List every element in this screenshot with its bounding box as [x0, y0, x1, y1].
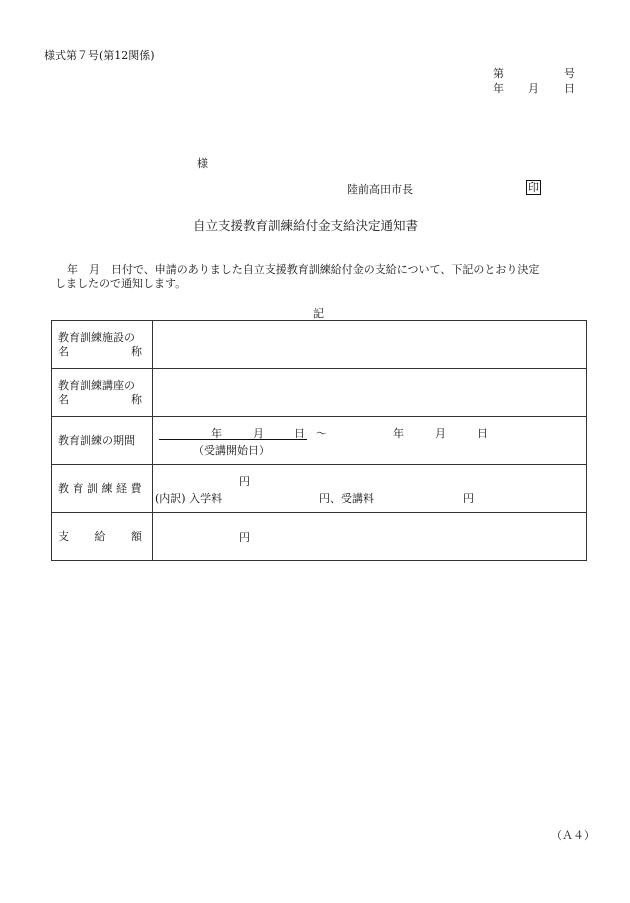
start-year: 年	[211, 427, 222, 440]
end-month: 月	[435, 427, 446, 440]
date-day: 日	[564, 82, 575, 95]
cost-yen: 円	[239, 475, 250, 488]
amount-value[interactable]	[153, 513, 587, 561]
doc-no-suffix: 号	[564, 67, 575, 80]
document-title: 自立支援教育訓練給付金支給決定通知書	[193, 218, 419, 233]
start-month: 月	[253, 427, 264, 440]
tilde: ～	[316, 427, 327, 440]
facility-label: 教育訓練施設の	[58, 330, 135, 344]
form-number: 様式第７号(第12関係)	[44, 49, 155, 62]
amount-yen: 円	[239, 531, 250, 544]
date-month: 月	[528, 82, 539, 95]
cost-label: 教 育 訓 練 経 費	[52, 465, 153, 513]
start-day: 日	[294, 427, 305, 440]
details-table	[51, 320, 587, 561]
body-line-2: しましたので通知します。	[55, 277, 187, 290]
date-year: 年	[493, 82, 504, 95]
course-value[interactable]	[153, 369, 587, 417]
facility-label-a: 名	[58, 344, 69, 358]
body-line-1: 年 月 日付で、申請のありました自立支援教育訓練給付金の支給について、下記のとおり決定	[67, 263, 540, 276]
paper-size: （Ａ４）	[551, 829, 595, 842]
facility-value[interactable]	[153, 321, 587, 369]
cost-breakdown: (内訳) 入学料	[155, 492, 223, 505]
amount-label-b: 給	[94, 529, 106, 543]
amount-label-a: 支	[58, 529, 69, 543]
addressee-suffix: 様	[197, 157, 208, 170]
end-day: 日	[477, 427, 488, 440]
table-row-period	[52, 417, 587, 465]
table-row-cost	[52, 465, 587, 513]
table-row-amount	[52, 513, 587, 561]
issuer: 陸前高田市長	[347, 183, 413, 196]
cost-tuition: 円、受講料	[319, 492, 374, 505]
facility-label-b: 称	[131, 344, 142, 358]
amount-label-c: 額	[131, 529, 142, 543]
ki-heading: 記	[313, 307, 324, 320]
course-label-b: 称	[131, 392, 142, 406]
course-label-a: 名	[58, 392, 69, 406]
table-row-course	[52, 369, 587, 417]
cost-yen2: 円	[463, 492, 474, 505]
end-year: 年	[393, 427, 404, 440]
doc-no-prefix: 第	[493, 67, 504, 80]
period-value[interactable]	[153, 417, 587, 465]
cost-value[interactable]	[153, 465, 587, 513]
course-label: 教育訓練講座の	[58, 378, 135, 392]
period-label: 教育訓練の期間	[52, 417, 153, 465]
table-row-facility	[52, 321, 587, 369]
start-underline	[159, 439, 307, 440]
start-note: （受講開始日）	[193, 444, 270, 457]
seal-mark: 印	[528, 181, 539, 194]
